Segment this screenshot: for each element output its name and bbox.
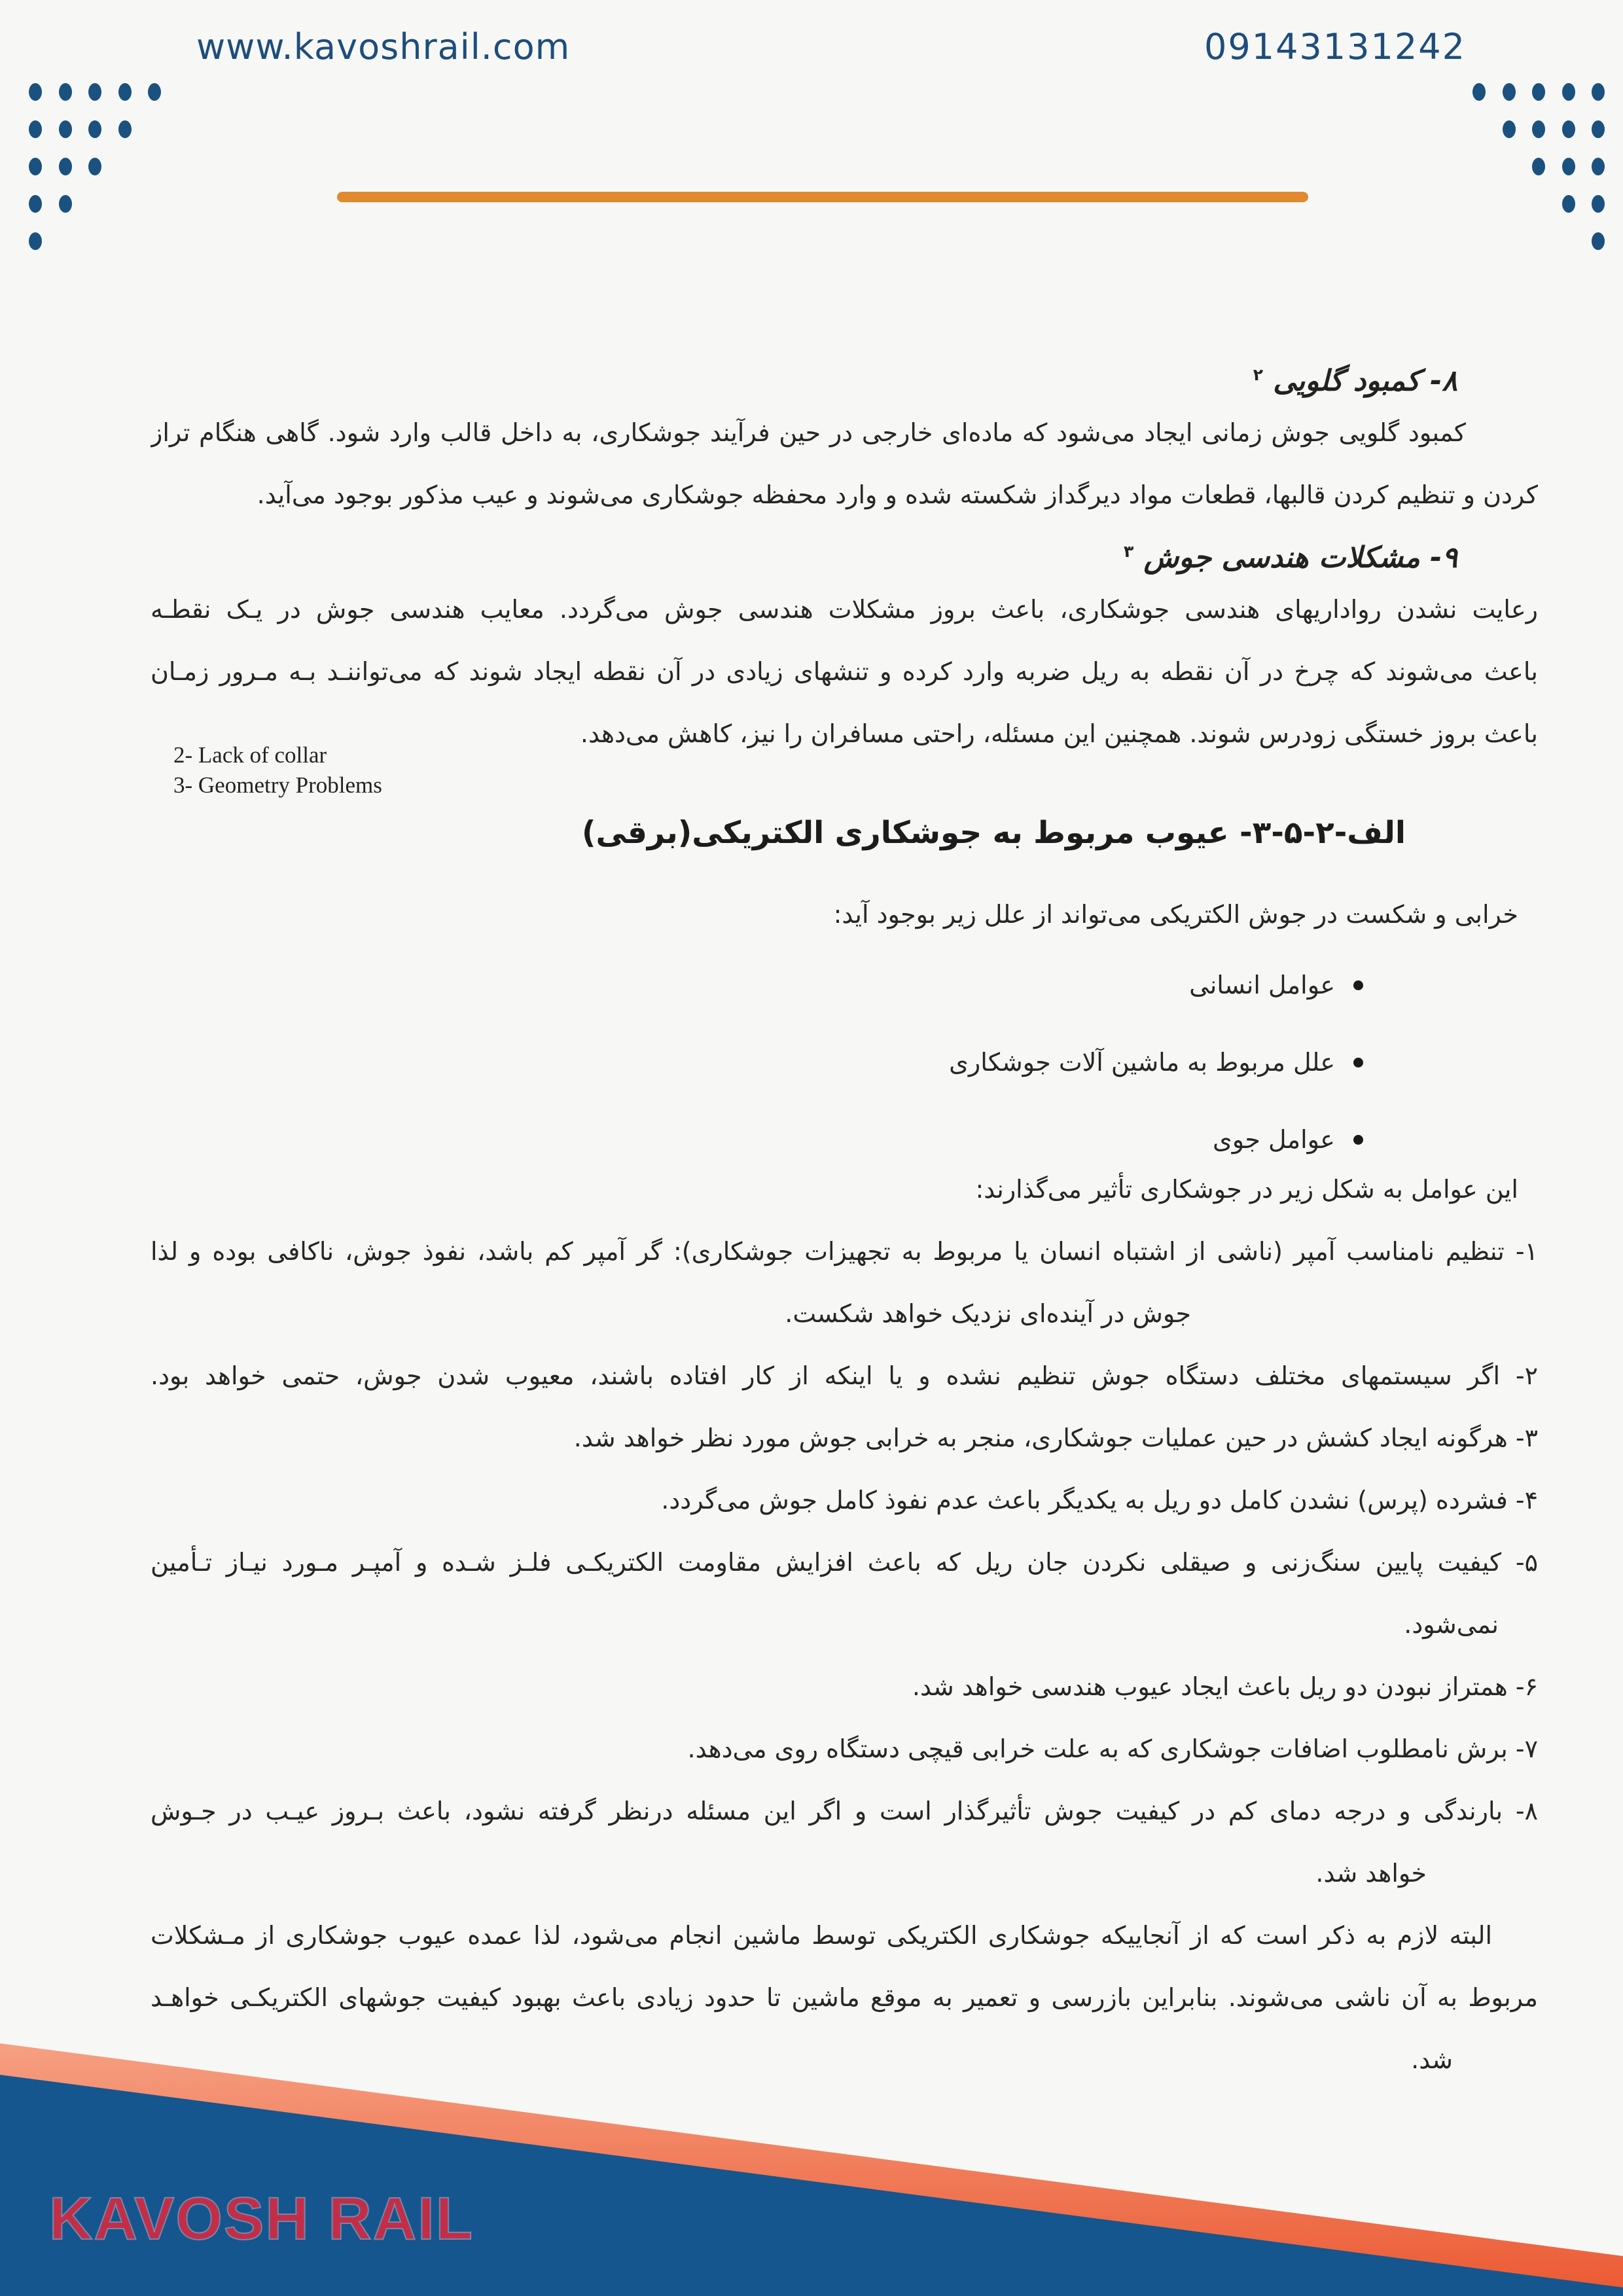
decorative-dot (59, 120, 72, 138)
decorative-dot (59, 195, 72, 213)
para9-line2: باعث می‌شوند که چرخ در آن نقطه به ریل ضربه وارد کرده و تنشهای زیادی در آن نقطه ایجاد شوند که می‌تواننـد بـه مـرور زمـان (151, 657, 1538, 686)
item8-line2: خواهد شد. (1315, 1859, 1427, 1888)
decorative-dot (1592, 232, 1605, 250)
effects-intro-line: این عوامل به شکل زیر در جوشکاری تأثیر می‌گذارند: (975, 1175, 1518, 1204)
footnote-2: 2- Lack of collar (173, 742, 327, 768)
brand-wordmark: KAVOSH RAIL (49, 2185, 474, 2252)
item1-line2: جوش در آینده‌ای نزدیک خواهد شکست. (785, 1299, 1191, 1328)
decorative-dot (1532, 83, 1545, 101)
section-heading-9-text: ۹- مشکلات هندسی جوش (1143, 541, 1457, 575)
section-heading-a253: الف-۲-۵-۳- عیوب مربوط به جوشکاری الکتریکی(برقی) (582, 815, 1406, 851)
decorative-dot (1592, 195, 1605, 213)
closing-line2: مربوط به آن ناشی می‌شوند. بنابراین بازرسی و تعمیر به موقع ماشین تا حدود زیادی باعث بهبود کیفیت جوشهای الکتریکـی خواهـد (151, 1983, 1538, 2012)
bullet-item-machine-causes (949, 1043, 1363, 1082)
section-heading-8-text: ۸- کمبود گلویی (1273, 364, 1457, 398)
closing-line3: شد. (1411, 2045, 1453, 2074)
item6-line: ۶- همتراز نبودن دو ریل باعث ایجاد عیوب هندسی خواهد شد. (912, 1672, 1538, 1701)
decorative-dot (59, 158, 72, 175)
phone-number: 09143131242 (1204, 26, 1466, 67)
decorative-dot (1562, 195, 1575, 213)
decorative-dot (1592, 120, 1605, 138)
para8-line1: کمبود گلویی جوش زمانی ایجاد می‌شود که ماده‌ای خارجی در حین فرآیند جوشکاری، به داخل قالب وارد شود. گاهی هنگام تراز (151, 418, 1466, 447)
decorative-dot (1532, 158, 1545, 175)
decorative-dot (29, 232, 42, 250)
bullet-item-label: علل مربوط به ماشین آلات جوشکاری (949, 1048, 1335, 1077)
decorative-dot (1562, 158, 1575, 175)
decorative-dot (1562, 120, 1575, 138)
item4-line: ۴- فشرده (پرس) نشدن کامل دو ریل به یکدیگر باعث عدم نفوذ کامل جوش می‌گردد. (661, 1486, 1538, 1515)
item7-line: ۷- برش نامطلوب اضافات جوشکاری که به علت خرابی قیچی دستگاه روی می‌دهد. (687, 1734, 1538, 1763)
item2-line: ۲- اگر سیستمهای مختلف دستگاه جوش تنظیم نشده و یا اینکه از کار افتاده باشند، معیوب شدن جوش، حتمی خواهد بود. (151, 1361, 1538, 1390)
para8-line2: کردن و تنظیم کردن قالبها، قطعات مواد دیرگداز شکسته شده و وارد محفظه جوشکاری می‌شوند و عیب مذکور بوجود می‌آید. (257, 480, 1538, 509)
decorative-dot (1503, 83, 1516, 101)
decorative-dot (1503, 120, 1516, 138)
decorative-dot (88, 158, 101, 175)
decorative-dot (118, 120, 132, 138)
item5-line2: نمی‌شود. (1404, 1610, 1499, 1639)
bullet-icon (1353, 1058, 1363, 1067)
decorative-dot (59, 83, 72, 101)
section-heading-8 (1253, 353, 1457, 403)
decorative-dot (29, 83, 42, 101)
bullet-item-human-factors (1189, 965, 1363, 1005)
website-url: www.kavoshrail.com (196, 26, 571, 67)
item1-line1: ۱- تنظیم نامناسب آمپر (ناشی از اشتباه انسان یا مربوط به تجهیزات جوشکاری): گر آمپر کم باشد، نفوذ جوش، ناکافی بوده و لذا (151, 1237, 1538, 1266)
decorative-dot (29, 158, 42, 175)
decorative-dot (29, 120, 42, 138)
footnote-ref-3: ۳ (1123, 542, 1134, 561)
footnote-ref-2: ۲ (1253, 365, 1263, 384)
item3-line: ۳- هرگونه ایجاد کشش در حین عملیات جوشکاری، منجر به خرابی جوش مورد نظر خواهد شد. (573, 1424, 1538, 1452)
bullet-icon (1353, 1135, 1363, 1145)
item5-line1: ۵- کیفیت پایین سنگ‌زنی و صیقلی نکردن جان ریل که باعث افزایش مقاومت الکتریکـی فلـز شـده و آمپـر مـورد نیـاز تـأمین (151, 1548, 1538, 1577)
decorative-dot (29, 195, 42, 213)
footnote-3: 3- Geometry Problems (173, 772, 382, 798)
decorative-dot (1532, 120, 1545, 138)
section-heading-9 (1124, 530, 1457, 580)
bullet-icon (1353, 980, 1363, 990)
closing-line1: البته لازم به ذکر است که از آنجاییکه جوشکاری الکتریکی توسط ماشین انجام می‌شود، لذا عمده عیوب جوشکاری از مـشکلات (151, 1921, 1492, 1950)
decorative-dot (1472, 83, 1486, 101)
para9-line3: باعث بروز خستگی زودرس شوند. همچنین این مسئله، راحتی مسافران را نیز، کاهش می‌دهد. (580, 719, 1538, 748)
bullet-item-weather-factors (1213, 1120, 1363, 1159)
decorative-dot (148, 83, 161, 101)
decorative-dot (88, 120, 101, 138)
decorative-dot (1592, 158, 1605, 175)
decorative-dot (1562, 83, 1575, 101)
footer-diagonal-band (0, 2034, 1623, 2296)
para9-line1: رعایت نشدن رواداریهای هندسی جوشکاری، باعث بروز مشکلات هندسی جوش می‌گردد. معایب هندسی جوش در یـک نقطـه (151, 595, 1538, 624)
decorative-dot (1592, 83, 1605, 101)
decorative-dot (118, 83, 132, 101)
header-rule (337, 192, 1308, 202)
item8-line1: ۸- بارندگی و درجه دمای کم در کیفیت جوش تأثیرگذار است و اگر این مسئله درنظر گرفته نشود، باعث بـروز عیـب در جـوش (151, 1797, 1538, 1825)
bullet-item-label: عوامل جوی (1213, 1125, 1335, 1154)
decorative-dot (88, 83, 101, 101)
intro-line: خرابی و شکست در جوش الکتریکی می‌تواند از علل زیر بوجود آید: (833, 900, 1518, 929)
bullet-item-label: عوامل انسانی (1189, 971, 1335, 999)
